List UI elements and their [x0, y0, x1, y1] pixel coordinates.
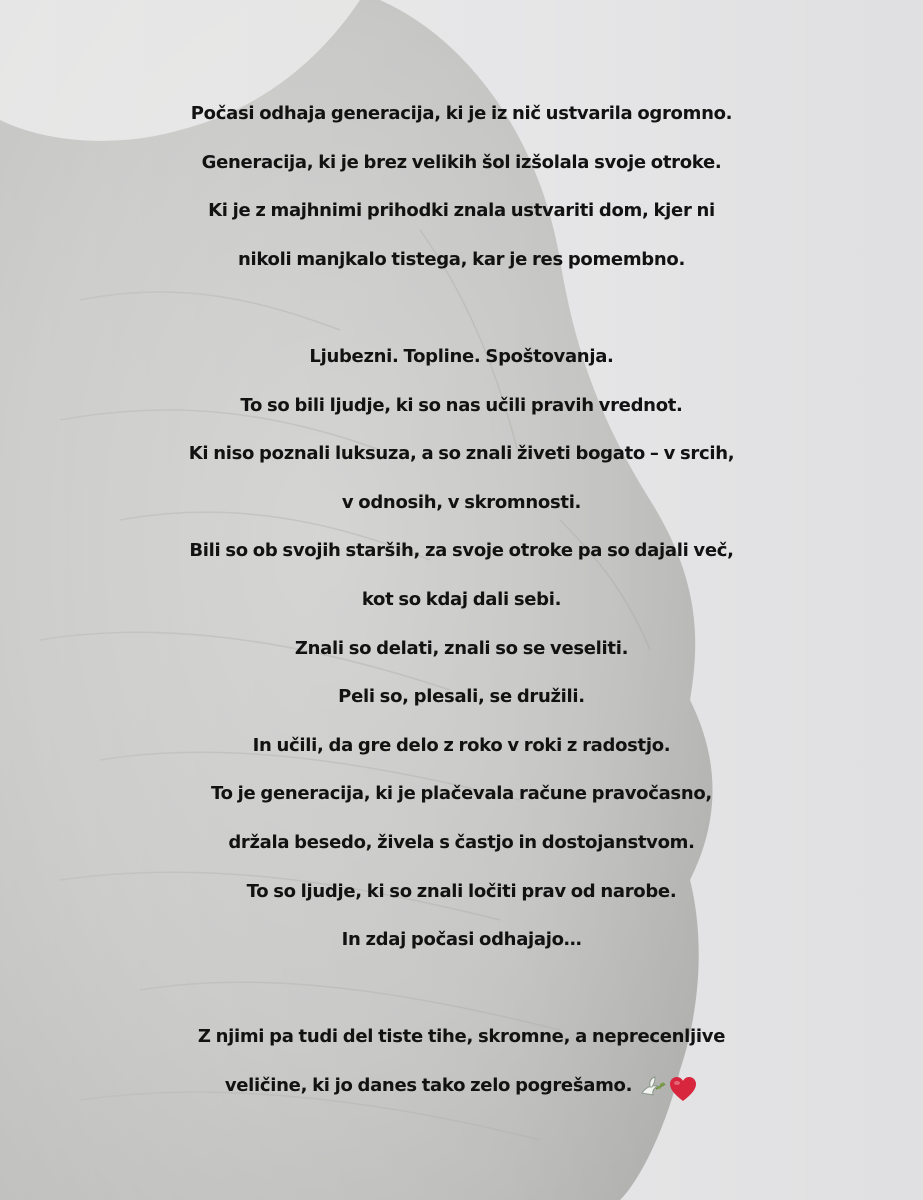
poem-line: To je generacija, ki je plačevala račune pravočasno, [211, 783, 712, 805]
stanza-gap [0, 284, 923, 333]
end-emojis [638, 1065, 698, 1114]
poem-line: kot so kdaj dali sebi. [361, 588, 562, 610]
poem-line: To so ljudje, ki so znali ločiti prav od narobe. [246, 880, 677, 902]
poem-line: držala besedo, živela s častjo in dostojanstvom. [228, 831, 695, 853]
poem-line: In zdaj počasi odhajajo… [341, 929, 582, 951]
poem-line: Ki niso poznali luksuza, a so znali živeti bogato – v srcih, [188, 443, 735, 465]
poem-line: nikoli manjkalo tistega, kar je res pomembno. [237, 248, 686, 270]
poem-line: Ljubezni. Topline. Spoštovanja. [309, 345, 614, 367]
poem-line-last [0, 1062, 923, 1114]
poem-text [0, 90, 923, 1113]
poem-line: In učili, da gre delo z roko v roki z radostjo. [252, 734, 671, 756]
poem-line: Peli so, plesali, se družili. [338, 686, 585, 708]
poem-line: Bili so ob svojih starših, za svoje otroke pa so dajali več, [189, 540, 734, 562]
poem-line: Počasi odhaja generacija, ki je iz nič ustvarila ogromno. [190, 103, 733, 124]
poem-line: Znali so delati, znali so se veseliti. [294, 637, 629, 659]
poem-line-text: veličine, ki jo danes tako zelo pogrešamo. [224, 1074, 633, 1096]
poem-line: v odnosih, v skromnosti. [341, 491, 582, 513]
poem-line: Generacija, ki je brez velikih šol izšolala svoje otroke. [201, 151, 722, 173]
poem-line: Z njimi pa tudi del tiste tihe, skromne, a neprecenljive [197, 1026, 726, 1048]
poem-line: Ki je z majhnimi prihodki znala ustvariti dom, kjer ni [208, 200, 715, 222]
dove-icon [638, 1075, 668, 1103]
poem-line: To so bili ljudje, ki so nas učili pravih vrednot. [240, 394, 683, 416]
red-heart-icon [668, 1075, 698, 1103]
stanza-gap [0, 965, 923, 1014]
